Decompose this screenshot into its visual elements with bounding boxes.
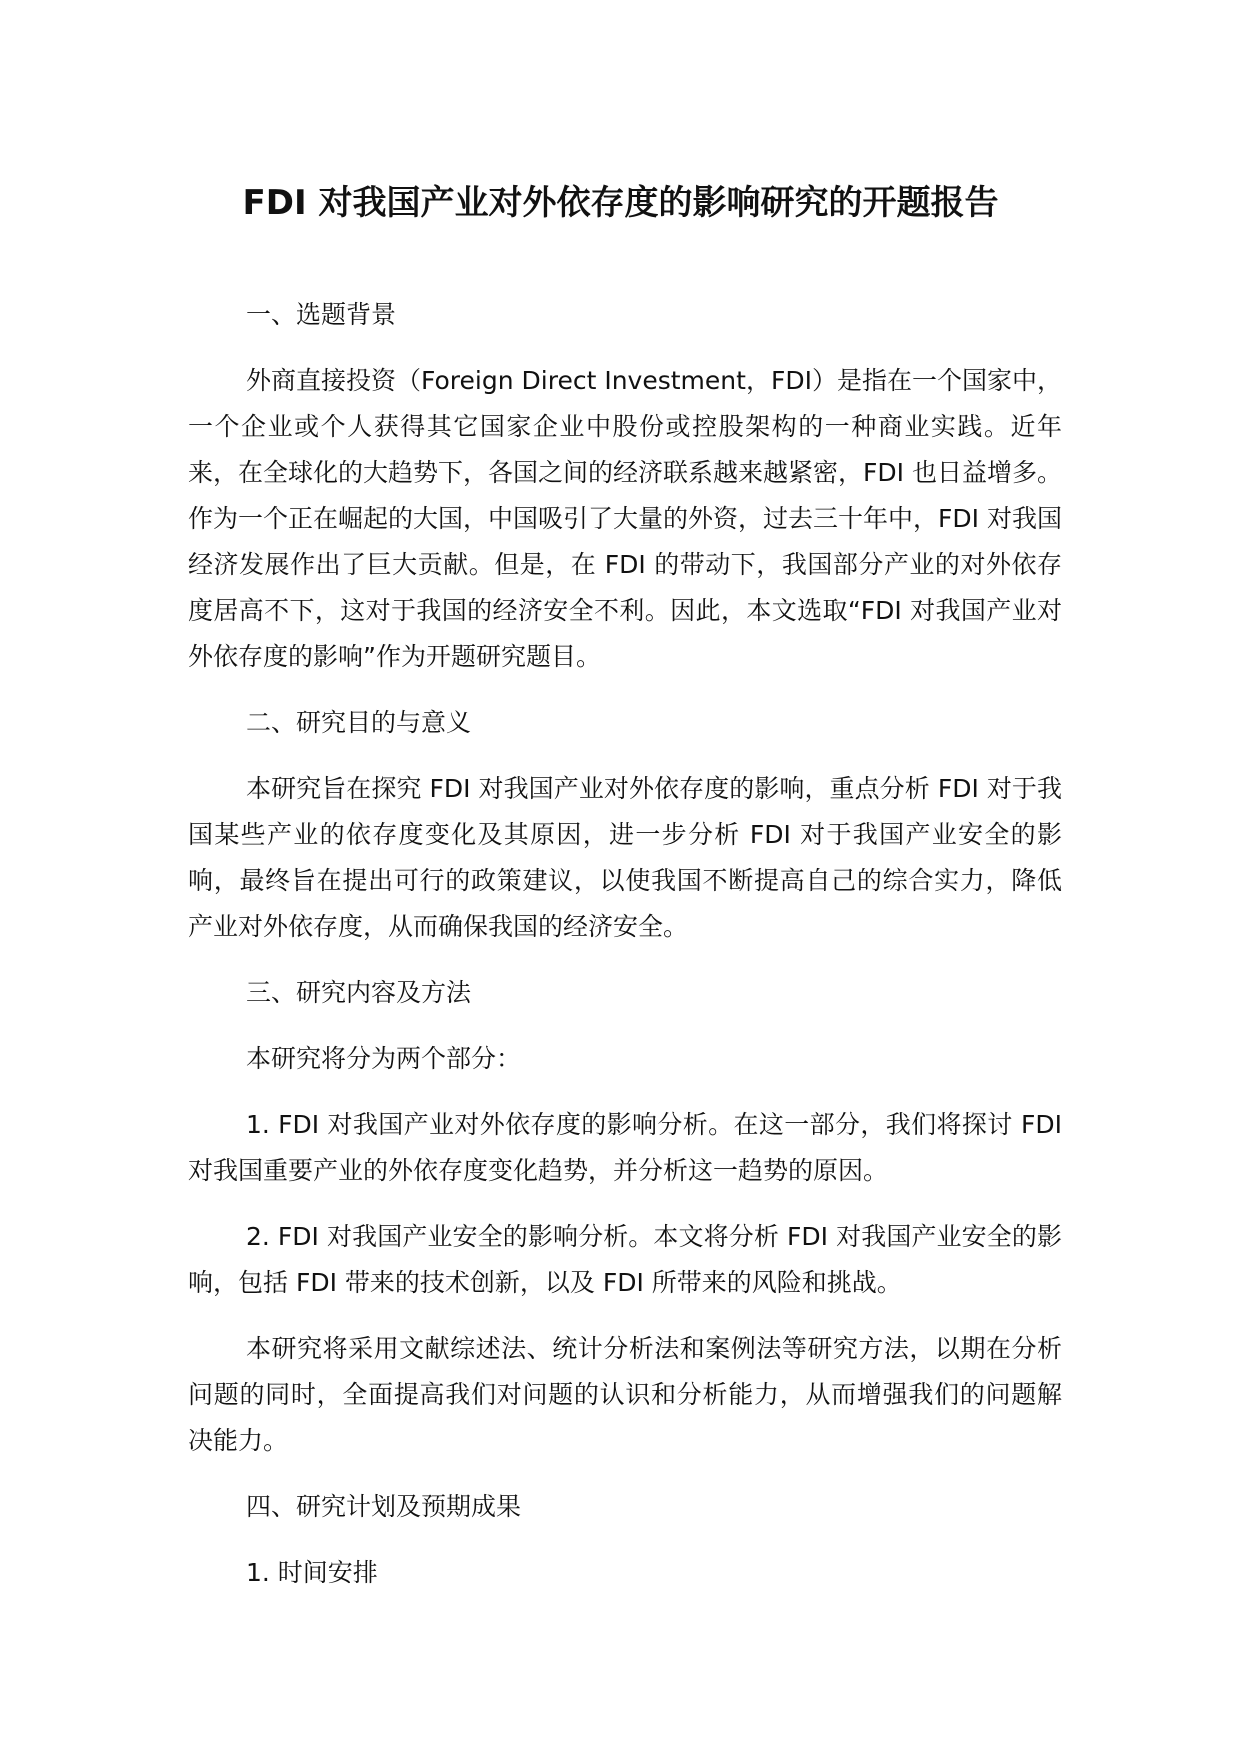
numbered-subheading: 1. 时间安排	[246, 1558, 378, 1587]
document-body	[188, 292, 1062, 1616]
section-plan	[188, 1484, 1062, 1596]
section-heading: 一、选题背景	[246, 300, 397, 329]
numbered-paragraph: 2. FDI 对我国产业安全的影响分析。本文将分析 FDI 对我国产业安全的影响，包括 FDI 带来的技术创新，以及 FDI 所带来的风险和挑战。	[188, 1222, 1062, 1297]
numbered-paragraph: 1. FDI 对我国产业对外依存度的影响分析。在这一部分，我们将探讨 FDI 对我国重要产业的外依存度变化趋势，并分析这一趋势的原因。	[188, 1110, 1062, 1185]
paragraph: 本研究旨在探究 FDI 对我国产业对外依存度的影响，重点分析 FDI 对于我国某些产业的依存度变化及其原因，进一步分析 FDI 对于我国产业安全的影响，最终旨在提出可行的政策建议，以使我国不断提高自己的综合实力，降低产业对外依存度，从而确保我国的经济安全。	[188, 774, 1062, 941]
paragraph: 外商直接投资（Foreign Direct Investment，FDI）是指在一个国家中，一个企业或个人获得其它国家企业中股份或控股架构的一种商业实践。近年来，在全球化的大趋势下，各国之间的经济联系越来越紧密，FDI 也日益增多。作为一个正在崛起的大国，中国吸引了大量的外资，过去三十年中，FDI 对我国经济发展作出了巨大贡献。但是，在 FDI 的带动下，我国部分产业的对外依存度居高不下，这对于我国的经济安全不利。因此，本文选取“FDI 对我国产业对外依存度的影响”作为开题研究题目。	[188, 366, 1062, 671]
section-heading: 三、研究内容及方法	[246, 978, 472, 1007]
section-content-methods	[188, 970, 1062, 1464]
paragraph: 本研究将分为两个部分：	[246, 1044, 522, 1073]
section-background	[188, 292, 1062, 680]
section-purpose	[188, 700, 1062, 950]
section-heading: 四、研究计划及预期成果	[246, 1492, 522, 1521]
section-heading: 二、研究目的与意义	[246, 708, 472, 737]
document-title: FDI 对我国产业对外依存度的影响研究的开题报告	[242, 183, 999, 223]
paragraph: 本研究将采用文献综述法、统计分析法和案例法等研究方法，以期在分析问题的同时，全面提高我们对问题的认识和分析能力，从而增强我们的问题解决能力。	[188, 1334, 1062, 1455]
